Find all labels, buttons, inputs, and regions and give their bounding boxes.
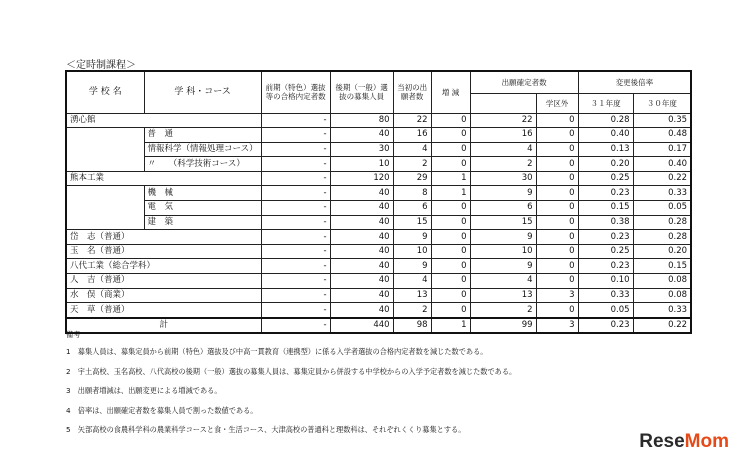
y30-cell: 0.33 [633, 303, 691, 318]
late-cell: 40 [330, 215, 393, 230]
confirmed-cell: 6 [470, 201, 536, 216]
confirmed-cell: 22 [470, 113, 536, 128]
late-cell: 40 [330, 303, 393, 318]
y31-cell: 0.23 [578, 259, 633, 274]
late-cell: 80 [330, 113, 393, 128]
confirmed-cell: 10 [470, 244, 536, 259]
resemom-logo [639, 431, 729, 453]
early-cell: - [261, 259, 330, 274]
initial-cell: 29 [393, 171, 431, 186]
total-early: - [261, 318, 330, 334]
change-cell: 0 [431, 288, 470, 303]
y31-cell: 0.28 [578, 113, 633, 128]
change-cell: 0 [431, 128, 470, 143]
confirmed-cell: 2 [470, 303, 536, 318]
change-cell: 0 [431, 142, 470, 157]
late-cell: 40 [330, 274, 393, 289]
change-cell: 0 [431, 303, 470, 318]
change-cell: 0 [431, 215, 470, 230]
initial-cell: 9 [393, 259, 431, 274]
confirmed-cell: 16 [470, 128, 536, 143]
outside-cell: 0 [536, 215, 578, 230]
school-cell [66, 186, 144, 201]
header-early: 前期（特色）選抜等の合格内定者数 [261, 71, 330, 113]
change-cell: 1 [431, 171, 470, 186]
early-cell: - [261, 201, 330, 216]
outside-cell: 0 [536, 171, 578, 186]
confirmed-cell: 9 [470, 259, 536, 274]
early-cell: - [261, 186, 330, 201]
table-row [66, 128, 691, 143]
y31-cell: 0.40 [578, 128, 633, 143]
header-school: 学 校 名 [66, 71, 144, 113]
course-cell: 普 通 [144, 128, 261, 143]
y31-cell: 0.05 [578, 303, 633, 318]
school-cell: 湧心館 [66, 113, 261, 128]
confirmed-cell: 4 [470, 274, 536, 289]
y31-cell: 0.25 [578, 171, 633, 186]
note-item: 2 宇土高校、玉名高校、八代高校の後期（一般）選抜の募集人員は、募集定員から併設する中学校からの入学予定者数を減じた数である。 [66, 366, 517, 376]
y30-cell: 0.40 [633, 157, 691, 172]
confirmed-cell: 9 [470, 186, 536, 201]
early-cell: - [261, 171, 330, 186]
outside-cell: 0 [536, 186, 578, 201]
initial-cell: 8 [393, 186, 431, 201]
change-cell: 0 [431, 244, 470, 259]
school-cell: 岱 志（普通） [66, 230, 261, 245]
table-row [66, 303, 691, 318]
confirmed-cell: 2 [470, 157, 536, 172]
initial-cell: 9 [393, 230, 431, 245]
initial-cell: 13 [393, 288, 431, 303]
confirmed-cell: 30 [470, 171, 536, 186]
table-row [66, 186, 691, 201]
note-item: 4 倍率は、出願確定者数を募集人員で割った数値である。 [66, 405, 258, 415]
table-row [66, 244, 691, 259]
header-y30: ３０年度 [633, 93, 691, 113]
total-late: 440 [330, 318, 393, 334]
y30-cell: 0.20 [633, 244, 691, 259]
outside-cell: 0 [536, 157, 578, 172]
total-label: 計 [66, 318, 261, 334]
early-cell: - [261, 244, 330, 259]
early-cell: - [261, 157, 330, 172]
y30-cell: 0.17 [633, 142, 691, 157]
header-confirmed: 出願確定者数 [470, 71, 578, 93]
outside-cell: 0 [536, 259, 578, 274]
late-cell: 40 [330, 259, 393, 274]
late-cell: 40 [330, 288, 393, 303]
school-cell [66, 142, 144, 157]
y31-cell: 0.23 [578, 230, 633, 245]
early-cell: - [261, 230, 330, 245]
course-cell: 機 械 [144, 186, 261, 201]
initial-cell: 4 [393, 274, 431, 289]
late-cell: 40 [330, 186, 393, 201]
outside-cell: 0 [536, 244, 578, 259]
table-row [66, 201, 691, 216]
table-row [66, 230, 691, 245]
confirmed-cell: 13 [470, 288, 536, 303]
total-y30: 0.22 [633, 318, 691, 334]
y30-cell: 0.48 [633, 128, 691, 143]
school-cell: 熊本工業 [66, 171, 261, 186]
late-cell: 10 [330, 157, 393, 172]
y30-cell: 0.08 [633, 274, 691, 289]
header-y31: ３１年度 [578, 93, 633, 113]
note-item: 1 募集人員は、募集定員から前期（特色）選抜及び中高一貫教育（連携型）に係る入学者選抜の合格内定者数を減じた数である。 [66, 347, 488, 356]
change-cell: 0 [431, 274, 470, 289]
school-cell [66, 201, 144, 216]
school-cell: 八代工業（総合学科） [66, 259, 261, 274]
total-initial: 98 [393, 318, 431, 334]
initial-cell: 22 [393, 113, 431, 128]
late-cell: 40 [330, 128, 393, 143]
table-row [66, 157, 691, 172]
section-title: ＜定時制課程＞ [66, 60, 136, 71]
total-y31: 0.23 [578, 318, 633, 334]
outside-cell: 3 [536, 288, 578, 303]
initial-cell: 6 [393, 201, 431, 216]
change-cell: 0 [431, 201, 470, 216]
y31-cell: 0.15 [578, 201, 633, 216]
initial-cell: 16 [393, 128, 431, 143]
late-cell: 30 [330, 142, 393, 157]
y31-cell: 0.23 [578, 186, 633, 201]
y30-cell: 0.28 [633, 215, 691, 230]
y31-cell: 0.38 [578, 215, 633, 230]
applicants-table [65, 70, 692, 334]
course-cell: 情報科学（情報処理コース） [144, 142, 261, 157]
late-cell: 40 [330, 201, 393, 216]
change-cell: 0 [431, 113, 470, 128]
confirmed-cell: 9 [470, 230, 536, 245]
outside-cell: 0 [536, 201, 578, 216]
header-ratio: 変更後倍率 [578, 71, 691, 93]
school-cell: 玉 名（普通） [66, 244, 261, 259]
table-row [66, 288, 691, 303]
initial-cell: 10 [393, 244, 431, 259]
outside-cell: 0 [536, 303, 578, 318]
table-row [66, 274, 691, 289]
y31-cell: 0.25 [578, 244, 633, 259]
confirmed-cell: 4 [470, 142, 536, 157]
school-cell: 天 草（普通） [66, 303, 261, 318]
outside-cell: 0 [536, 274, 578, 289]
table-row [66, 259, 691, 274]
table-row [66, 215, 691, 230]
school-cell [66, 215, 144, 230]
school-cell [66, 157, 144, 172]
outside-cell: 0 [536, 142, 578, 157]
header-late: 後期（一般）選抜の募集人員 [330, 71, 393, 113]
y31-cell: 0.20 [578, 157, 633, 172]
table-row [66, 113, 691, 128]
early-cell: - [261, 303, 330, 318]
y30-cell: 0.33 [633, 186, 691, 201]
y30-cell: 0.15 [633, 259, 691, 274]
y31-cell: 0.13 [578, 142, 633, 157]
outside-cell: 0 [536, 230, 578, 245]
header-initial: 当初の出願者数 [393, 71, 431, 113]
total-confirmed: 99 [470, 318, 536, 334]
y30-cell: 0.08 [633, 288, 691, 303]
y30-cell: 0.35 [633, 113, 691, 128]
y30-cell: 0.22 [633, 171, 691, 186]
school-cell [66, 128, 144, 143]
total-change: 1 [431, 318, 470, 334]
y31-cell: 0.10 [578, 274, 633, 289]
y30-cell: 0.28 [633, 230, 691, 245]
y30-cell: 0.05 [633, 201, 691, 216]
confirmed-cell: 15 [470, 215, 536, 230]
change-cell: 0 [431, 259, 470, 274]
school-cell: 人 吉（普通） [66, 274, 261, 289]
late-cell: 120 [330, 171, 393, 186]
note-item: 5 矢部高校の食農科学科の農業科学コースと食・生活コース、大津高校の普通科と理数科は、それぞれくくり募集とする。 [66, 425, 466, 434]
school-cell: 水 俣（商業） [66, 288, 261, 303]
initial-cell: 15 [393, 215, 431, 230]
table-row [66, 171, 691, 186]
early-cell: - [261, 288, 330, 303]
change-cell: 0 [431, 230, 470, 245]
early-cell: - [261, 215, 330, 230]
early-cell: - [261, 274, 330, 289]
notes [66, 330, 516, 445]
course-cell: 電 気 [144, 201, 261, 216]
header-change: 増 減 [431, 71, 470, 113]
early-cell: - [261, 113, 330, 128]
early-cell: - [261, 128, 330, 143]
course-cell: 建 築 [144, 215, 261, 230]
change-cell: 0 [431, 157, 470, 172]
early-cell: - [261, 142, 330, 157]
outside-cell: 0 [536, 128, 578, 143]
header-outside: 学区外 [536, 93, 578, 113]
note-item: 3 出願者増減は、出願変更による増減である。 [66, 386, 222, 395]
change-cell: 1 [431, 186, 470, 201]
course-cell: 〃 （科学技術コース） [144, 157, 261, 172]
late-cell: 40 [330, 244, 393, 259]
header-course: 学 科・コース [144, 71, 261, 113]
logo-text-b: Mom [684, 431, 729, 452]
initial-cell: 2 [393, 157, 431, 172]
total-outside: 3 [536, 318, 578, 334]
table-row [66, 142, 691, 157]
y31-cell: 0.33 [578, 288, 633, 303]
outside-cell: 0 [536, 113, 578, 128]
logo-text-a: Rese [639, 431, 685, 452]
late-cell: 40 [330, 230, 393, 245]
initial-cell: 2 [393, 303, 431, 318]
notes-title: 備考 [66, 330, 81, 339]
initial-cell: 4 [393, 142, 431, 157]
